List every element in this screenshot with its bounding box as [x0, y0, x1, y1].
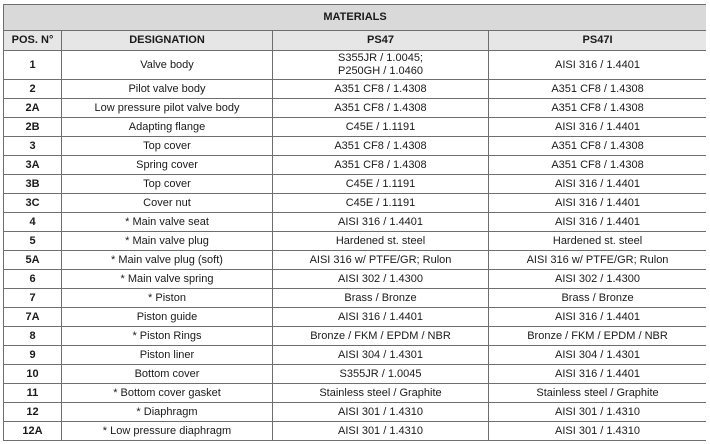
- cell-ps47i: Hardened st. steel: [489, 232, 707, 251]
- table-row: [4, 194, 707, 213]
- table-row: [4, 213, 707, 232]
- cell-pos: 3: [4, 137, 62, 156]
- cell-ps47-line: C45E / 1.1191: [345, 120, 416, 133]
- cell-designation: * Piston: [62, 289, 273, 308]
- table-row: [4, 270, 707, 289]
- cell-ps47: [273, 194, 489, 213]
- cell-pos: 4: [4, 213, 62, 232]
- header-designation: DESIGNATION: [62, 31, 273, 51]
- cell-ps47-line: AISI 304 / 1.4301: [337, 348, 423, 361]
- cell-designation: Top cover: [62, 175, 273, 194]
- table-row: [4, 137, 707, 156]
- cell-designation: * Bottom cover gasket: [62, 384, 273, 403]
- cell-designation: * Piston Rings: [62, 327, 273, 346]
- cell-ps47: [273, 346, 489, 365]
- cell-designation: Piston liner: [62, 346, 273, 365]
- cell-designation: Pilot valve body: [62, 80, 273, 99]
- cell-ps47i: AISI 304 / 1.4301: [489, 346, 707, 365]
- header-ps47i: PS47I: [489, 31, 707, 51]
- materials-table-frame: [3, 4, 706, 444]
- cell-ps47: [273, 156, 489, 175]
- cell-ps47i: A351 CF8 / 1.4308: [489, 156, 707, 175]
- cell-pos: 6: [4, 270, 62, 289]
- table-row: [4, 422, 707, 441]
- cell-designation: Piston guide: [62, 308, 273, 327]
- table-row: [4, 232, 707, 251]
- cell-designation: Adapting flange: [62, 118, 273, 137]
- cell-pos: 3C: [4, 194, 62, 213]
- table-row: [4, 327, 707, 346]
- cell-designation: Spring cover: [62, 156, 273, 175]
- cell-ps47-line: A351 CF8 / 1.4308: [334, 139, 427, 152]
- cell-pos: 1: [4, 51, 62, 80]
- cell-ps47: [273, 51, 489, 80]
- cell-ps47: [273, 99, 489, 118]
- cell-ps47i: A351 CF8 / 1.4308: [489, 137, 707, 156]
- cell-ps47-line: AISI 301 / 1.4310: [337, 405, 423, 418]
- cell-ps47-line: A351 CF8 / 1.4308: [334, 101, 427, 114]
- cell-pos: 8: [4, 327, 62, 346]
- cell-ps47: [273, 251, 489, 270]
- cell-ps47: [273, 422, 489, 441]
- table-row: [4, 156, 707, 175]
- cell-designation: Cover nut: [62, 194, 273, 213]
- cell-ps47-line: AISI 316 / 1.4401: [337, 215, 423, 228]
- cell-ps47i: AISI 301 / 1.4310: [489, 422, 707, 441]
- cell-pos: 7: [4, 289, 62, 308]
- cell-ps47i: Bronze / FKM / EPDM / NBR: [489, 327, 707, 346]
- header-ps47: PS47: [273, 31, 489, 51]
- cell-pos: 10: [4, 365, 62, 384]
- cell-pos: 12: [4, 403, 62, 422]
- cell-ps47i: Stainless steel / Graphite: [489, 384, 707, 403]
- cell-ps47: [273, 289, 489, 308]
- cell-designation: * Main valve seat: [62, 213, 273, 232]
- cell-pos: 9: [4, 346, 62, 365]
- cell-pos: 3A: [4, 156, 62, 175]
- table-row: [4, 346, 707, 365]
- table-row: [4, 384, 707, 403]
- cell-designation: * Low pressure diaphragm: [62, 422, 273, 441]
- cell-designation: * Diaphragm: [62, 403, 273, 422]
- cell-ps47-line: A351 CF8 / 1.4308: [334, 82, 427, 95]
- cell-designation: * Main valve spring: [62, 270, 273, 289]
- table-row: [4, 403, 707, 422]
- cell-ps47: [273, 384, 489, 403]
- table-row: [4, 308, 707, 327]
- cell-ps47i: AISI 316 / 1.4401: [489, 175, 707, 194]
- cell-ps47i: AISI 316 / 1.4401: [489, 118, 707, 137]
- cell-designation: Valve body: [62, 51, 273, 80]
- cell-pos: 2: [4, 80, 62, 99]
- table-row: [4, 289, 707, 308]
- cell-ps47-line: S355JR / 1.0045;: [337, 52, 423, 64]
- table-row: [4, 251, 707, 270]
- table-body: [4, 51, 707, 441]
- cell-ps47-line: Brass / Bronze: [344, 291, 417, 304]
- cell-designation: Low pressure pilot valve body: [62, 99, 273, 118]
- cell-ps47-line: AISI 316 w/ PTFE/GR; Rulon: [309, 253, 452, 266]
- cell-ps47: [273, 118, 489, 137]
- table-header-row: [4, 31, 707, 51]
- cell-ps47: [273, 175, 489, 194]
- cell-ps47-line: C45E / 1.1191: [345, 196, 416, 209]
- cell-ps47: [273, 365, 489, 384]
- cell-pos: 3B: [4, 175, 62, 194]
- cell-ps47: [273, 213, 489, 232]
- cell-ps47i: A351 CF8 / 1.4308: [489, 99, 707, 118]
- cell-ps47-line: AISI 316 / 1.4401: [337, 310, 423, 323]
- cell-ps47i: A351 CF8 / 1.4308: [489, 80, 707, 99]
- cell-designation: * Main valve plug: [62, 232, 273, 251]
- table-row: [4, 118, 707, 137]
- cell-ps47-line: Hardened st. steel: [335, 234, 426, 247]
- cell-ps47-line: P250GH / 1.0460: [337, 65, 423, 77]
- cell-ps47: [273, 137, 489, 156]
- table-row: [4, 365, 707, 384]
- cell-ps47-line: AISI 301 / 1.4310: [337, 424, 423, 437]
- cell-ps47: [273, 308, 489, 327]
- cell-ps47i: Brass / Bronze: [489, 289, 707, 308]
- table-row: [4, 80, 707, 99]
- cell-ps47i: AISI 316 w/ PTFE/GR; Rulon: [489, 251, 707, 270]
- cell-pos: 12A: [4, 422, 62, 441]
- cell-ps47i: AISI 301 / 1.4310: [489, 403, 707, 422]
- cell-ps47: [273, 403, 489, 422]
- cell-ps47i: AISI 316 / 1.4401: [489, 308, 707, 327]
- cell-ps47: [273, 232, 489, 251]
- cell-designation: Top cover: [62, 137, 273, 156]
- table-row: [4, 99, 707, 118]
- cell-ps47i: AISI 316 / 1.4401: [489, 194, 707, 213]
- cell-pos: 5A: [4, 251, 62, 270]
- materials-table: [3, 4, 706, 441]
- cell-pos: 2B: [4, 118, 62, 137]
- header-pos: POS. N°: [4, 31, 62, 51]
- table-row: [4, 51, 707, 80]
- cell-ps47-line: AISI 302 / 1.4300: [337, 272, 423, 285]
- cell-ps47-line: Bronze / FKM / EPDM / NBR: [310, 329, 451, 342]
- cell-designation: Bottom cover: [62, 365, 273, 384]
- cell-pos: 5: [4, 232, 62, 251]
- cell-pos: 11: [4, 384, 62, 403]
- cell-ps47i: AISI 316 / 1.4401: [489, 51, 707, 80]
- table-title-row: [4, 5, 707, 31]
- cell-pos: 2A: [4, 99, 62, 118]
- cell-ps47i: AISI 316 / 1.4401: [489, 365, 707, 384]
- cell-ps47-line: A351 CF8 / 1.4308: [334, 158, 427, 171]
- table-row: [4, 175, 707, 194]
- cell-ps47-line: Stainless steel / Graphite: [319, 386, 442, 399]
- cell-pos: 7A: [4, 308, 62, 327]
- cell-ps47: [273, 270, 489, 289]
- cell-ps47-line: C45E / 1.1191: [345, 177, 416, 190]
- cell-ps47: [273, 327, 489, 346]
- cell-designation: * Main valve plug (soft): [62, 251, 273, 270]
- cell-ps47i: AISI 316 / 1.4401: [489, 213, 707, 232]
- cell-ps47-line: S355JR / 1.0045: [339, 367, 422, 380]
- table-title: MATERIALS: [4, 5, 707, 31]
- cell-ps47i: AISI 302 / 1.4300: [489, 270, 707, 289]
- cell-ps47: [273, 80, 489, 99]
